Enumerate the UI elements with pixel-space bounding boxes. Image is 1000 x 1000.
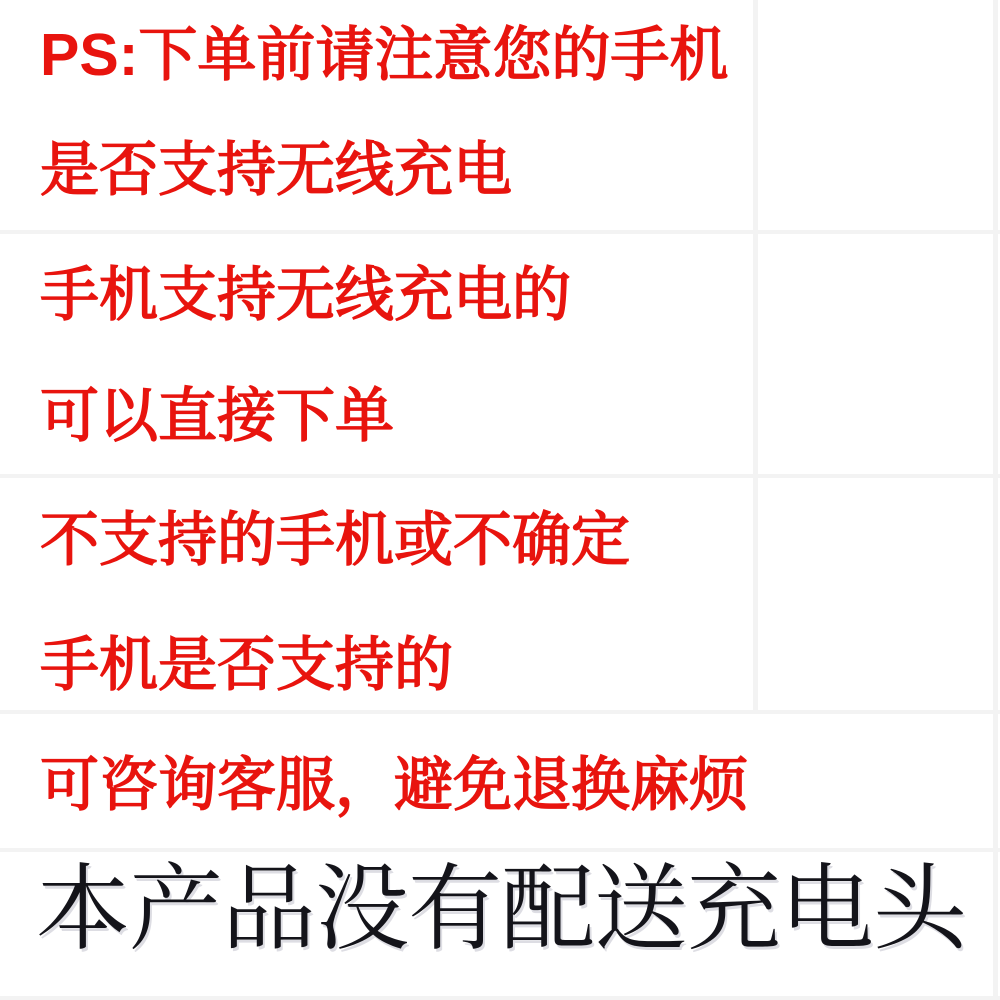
notice-line: 手机是否支持的 <box>40 632 454 698</box>
footer-text: 本产品没有配送充电头 <box>36 858 967 962</box>
notice-line: PS:下单前请注意您的手机 <box>40 22 729 88</box>
notice-line: 手机支持无线充电的 <box>40 262 572 328</box>
notice-line: 不支持的手机或不确定 <box>40 507 631 573</box>
grid-line-horizontal <box>0 474 1000 478</box>
notice-line: 可咨询客服，避免退换麻烦 <box>40 752 749 818</box>
notice-line: 可以直接下单 <box>40 383 395 449</box>
grid-line-horizontal <box>0 848 1000 852</box>
grid-line-vertical <box>993 0 998 1000</box>
notice-line: 是否支持无线充电 <box>40 137 513 203</box>
grid-line-horizontal <box>0 230 1000 234</box>
grid-line-horizontal <box>0 710 1000 714</box>
grid-line-horizontal <box>0 996 1000 1000</box>
grid-line-vertical <box>753 0 758 714</box>
